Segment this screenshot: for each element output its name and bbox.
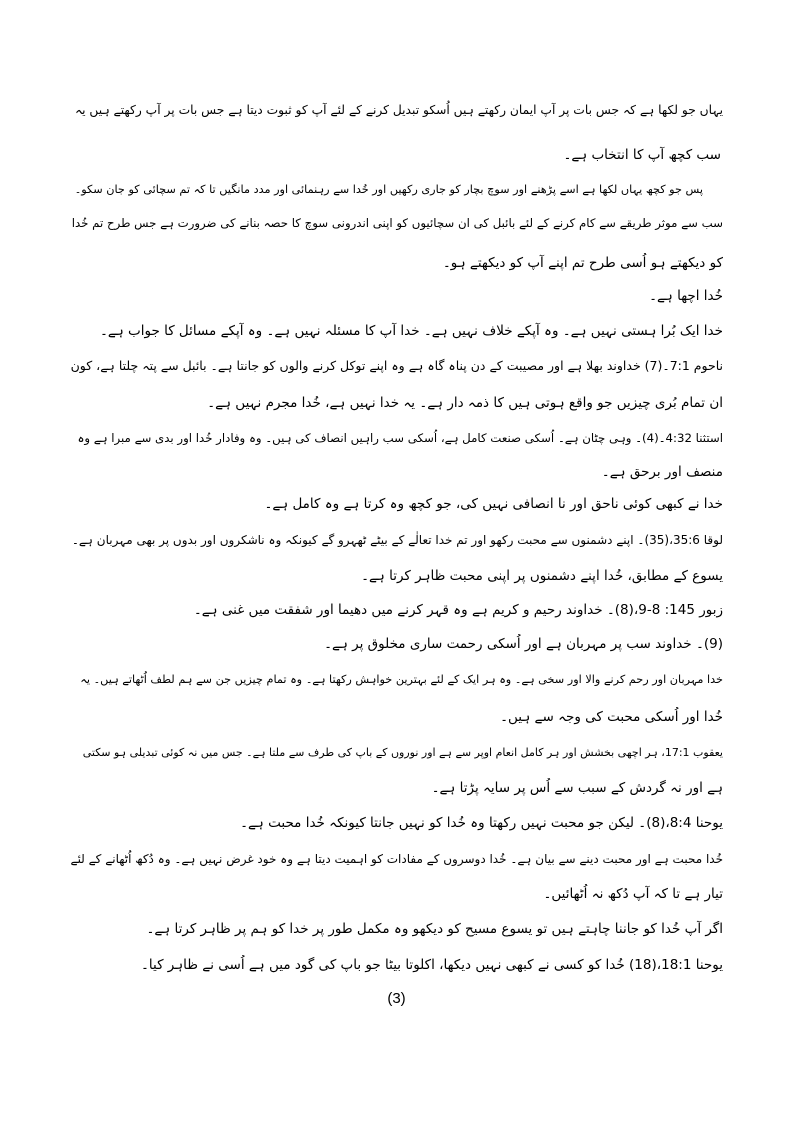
text-line: خُدا اچھا ہے۔ — [649, 288, 723, 304]
text-line: (9)۔ خداوند سب پر مہربان ہے اور اُسکی رحمت ساری مخلوق پر ہے۔ — [324, 636, 723, 652]
text-line: سب سے موثر طریقے سے کام کرنے کے لئے بائبل کی ان سچائیوں کو اپنی اندرونی سوچ کا حصہ بنانے کی ضرورت ہے جس طرح تم خُدا — [71, 216, 723, 230]
text-line: ناحوم 7:1۔(7) خداوند بھلا ہے اور مصیبت کے دن پناہ گاہ ہے وہ اپنے توکل کرنے والوں کو جانتا ہے۔ بائبل سے پتہ چلتا ہے، کون — [70, 358, 723, 373]
text-line: یوحنا 8:4،(8)۔ لیکن جو محبت نہیں رکھتا وہ خُدا کو نہیں جانتا کیونکہ خُدا محبت ہے۔ — [240, 815, 723, 831]
text-line: یعقوب 17:1، ہر اچھی بخشش اور ہر کامل انعام اوپر سے ہے اور نوروں کے باپ کی طرف سے ملتا ہے۔ جس میں نہ کوئی تبدیلی ہو سکتی — [82, 746, 723, 759]
text-line: تیار ہے تا کہ آپ دُکھ نہ اُٹھائیں۔ — [543, 886, 723, 902]
text-line: خدا مہربان اور رحم کرنے والا اور سخی ہے۔ وہ ہر ایک کے لئے بہترین خواہش رکھتا ہے۔ وہ تمام چیزیں جن سے ہم لطف اُٹھاتے ہیں۔ یہ — [80, 673, 723, 686]
page-number: (3) — [387, 990, 406, 1007]
text-line: لوقا 35:6،(35)۔ اپنے دشمنوں سے محبت رکھو اور تم خدا تعالٰے کے بیٹے ٹھہرو گے کیونکہ وہ ناشکروں اور بدوں پر بھی مہربان ہے۔ — [71, 533, 723, 547]
text-line: منصف اور برحق ہے۔ — [601, 464, 723, 480]
text-line: استثنا 4:32۔(4)۔ وہی چٹان ہے۔ اُسکی صنعت کامل ہے، اُسکی سب راہیں انصاف کی ہیں۔ وہ وفادار خُدا اور بدی سے مبرا ہے وہ — [77, 431, 723, 445]
text-line: یسوع کے مطابق، خُدا اپنے دشمنوں پر اپنی محبت ظاہر کرتا ہے۔ — [361, 568, 723, 584]
text-line: خُدا محبت ہے اور محبت دینے سے بیان ہے۔ خُدا دوسروں کے مفادات کو اہمیت دیتا ہے وہ خود غرض نہیں ہے۔ وہ دُکھ اُٹھانے کے لئے — [70, 852, 723, 866]
text-line: ان تمام بُری چیزیں جو واقع ہوتی ہیں کا ذمہ دار ہے۔ یہ خدا نہیں ہے، خُدا مجرم نہیں ہے۔ — [207, 395, 723, 411]
text-line: خُدا اور اُسکی محبت کی وجہ سے ہیں۔ — [500, 709, 723, 725]
text-line: ہے اور نہ گردش کے سبب سے اُس پر سایہ پڑتا ہے۔ — [431, 780, 723, 796]
text-line: خدا نے کبھی کوئی ناحق اور نا انصافی نہیں کی، جو کچھ وہ کرتا ہے وہ کامل ہے۔ — [264, 496, 723, 512]
text-line: زبور 145: 8-9،(8)۔ خداوند رحیم و کریم ہے وہ قہر کرنے میں دھیما اور شفقت میں غنی ہے۔ — [193, 602, 723, 618]
text-line: کو دیکھتے ہو اُسی طرح تم اپنے آپ کو دیکھتے ہو۔ — [442, 255, 723, 271]
text-line: خدا ایک بُرا ہستی نہیں ہے۔ وہ آپکے خلاف نہیں ہے۔ خدا آپ کا مسئلہ نہیں ہے۔ وہ آپکے مسائل کا جواب ہے۔ — [100, 323, 723, 339]
text-line: یہاں جو لکھا ہے کہ جس بات پر آپ ایمان رکھتے ہیں اُسکو تبدیل کرنے کے لئے آپ کو ثبوت دیتا ہے جس بات پر آپ رکھتے ہیں یہ — [74, 103, 723, 117]
text-line: یوحنا 18:1،(18) خُدا کو کسی نے کبھی نہیں دیکھا، اکلوتا بیٹا جو باپ کی گود میں ہے اُسی نے ظاہر کیا۔ — [140, 957, 723, 973]
text-line: پس جو کچھ یہاں لکھا ہے اسے پڑھنے اور سوچ بچار کو جاری رکھیں اور خُدا سے رہنمائی اور مدد مانگیں تا کہ تم سچائی کو جان سکو۔ — [74, 183, 703, 196]
text-line: سب کچھ آپ کا انتخاب ہے۔ — [563, 147, 721, 163]
text-line: اگر آپ خُدا کو جاننا چاہتے ہیں تو یسوع مسیح کو دیکھو وہ مکمل طور پر خدا کو ہم پر ظاہر کرتا ہے۔ — [146, 921, 723, 937]
